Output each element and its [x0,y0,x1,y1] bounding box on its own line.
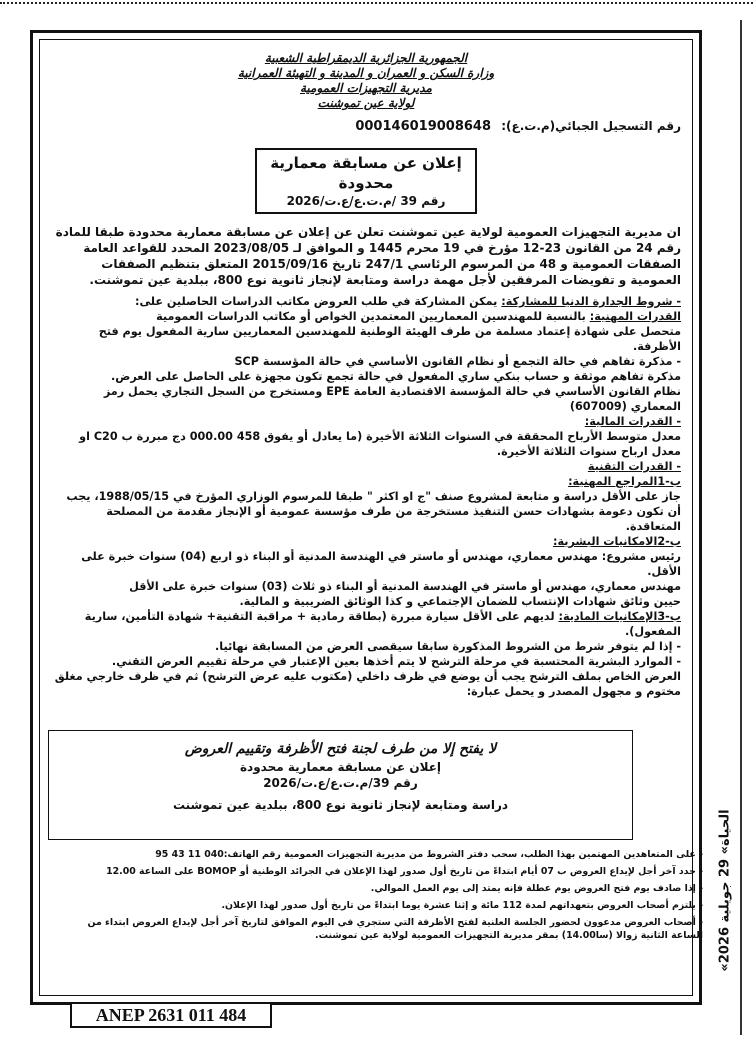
condition-item [51,654,681,669]
tax-registration [51,119,681,134]
condition-item [51,609,681,639]
announcement-body [51,51,681,699]
condition-item [51,639,681,654]
envelope-line-1: لا يفتح إلا من طرف لجنة فتح الأظرفة وتقييم العروض [184,741,497,757]
condition-item [51,309,681,324]
condition-item [51,594,681,609]
condition-heading: - القدرات المالية: [584,415,681,428]
condition-text: جاز على الأقل دراسة و متابعة لمشروع صنف "ج او اكثر " طبقا للمرسوم الوزاري المؤرخ في 1988/05/15، يجب أن تكون دعومة بشهادات حسن التنفيذ مستخرجة من طرف مؤسسة عمومية أو الإنجاز مقدمة من المصلحة المتعاقدة. [66,490,681,533]
intro-paragraph: ان مديرية التجهيزات العمومية لولاية عين تموشنت تعلن عن إعلان عن مسابقة معمارية محدودة طبقا للمادة رقم 24 من القانون 23-12 مؤرخ في 19 محرم 1445 و الموافق لـ 2023/08/05 المحدد للقواعد العامة الصفقات العمومية و 48 من المرسوم الرئاسي 247/1 تاريخ 2015/09/16 المتعلق بتنظيم الصفقات العمومية و تفويضات المرفقين لأجل مهمة دراسة ومتابعة لإنجاز ثانوية نوع 800، ببلدية عين تموشنت. [55,225,681,287]
announcement-ref: رقم 39 /م.ت.ع/ع.ت/2026 [286,194,446,208]
header-ministry: وزارة السكن و العمران و المدينة و التهيئة العمرانية [237,66,495,80]
condition-heading: القدرات المهنية: [589,310,681,323]
condition-item [51,384,681,414]
newspaper-side-label: «الحياة» 29 جويلية 2026 [717,808,733,972]
registration-number: 000146019008648 [355,119,492,134]
condition-heading: ب-1المراجع المهنية: [568,475,681,488]
condition-text: - مذكرة تفاهم في حالة التجمع أو نظام القانون الأساسي في حالة المؤسسة SCP [234,355,681,368]
condition-item [51,429,681,459]
envelope-line-3: رقم 39/م.ت.ع/ع.ت/2026 [263,776,418,790]
condition-heading: ب-2الامكانيات البشرية: [553,535,681,548]
anep-code: ANEP 2631 011 484 [70,1002,272,1028]
envelope-line-4: دراسة ومتابعة لإنجاز ثانوية نوع 800، ببلدية عين تموشنت [172,798,509,812]
condition-item [51,474,681,489]
condition-item [51,324,681,354]
note-item: - يلتزم أصحاب العروض بتعهداتهم لمدة 112 مائة و إثنا عشرة يوما ابتداءً من تاريخ أول صدور لهذا الإعلان. [55,899,703,912]
condition-item [51,549,681,579]
condition-text: - الموارد البشرية المحتسبة في مرحلة الترشح لا يتم أخذها بعين الإعتبار في مرحلة تقييم العرض التقني. [111,655,681,668]
column-divider [740,20,742,1035]
condition-text: بالنسبة للمهندسين المعماريين المعتمدين الخواص أو مكاتب الدراسات العمومية [156,310,590,323]
condition-item [51,669,681,699]
condition-heading: - القدرات التقنية [587,460,681,473]
note-item: - إذا صادف يوم فتح العروض يوم عطلة فإنه يمتد إلى يوم العمل الموالي. [55,882,703,895]
official-header [51,51,681,111]
announcement-title: إعلان عن مسابقة معمارية محدودة [270,154,462,192]
condition-item [51,369,681,384]
registration-label: رقم التسجيل الجبائي(م.ت.ع): [501,119,681,133]
note-item: - حدد آخر أجل لإيداع العروض ب 07 أيام ابتداءً من تاريخ أول صدور لهذا الإعلان في الجرائد الوطنية أو BOMOP على الساعة 12.00 [55,865,703,878]
note-item: - أصحاب العروض مدعوون لحضور الجلسة العلنية لفتح الأظرفة التي ستجري في اليوم الموافق لتاريخ آخر أجل لإيداع العروض ابتداء من الساعة الثانية زوالا (سا14.00) بمقر مديرية التجهيزات العمومية لولاية عين تموشنت. [55,916,703,942]
condition-text: متحصل على شهادة إعتماد مسلمة من طرف الهيئة الوطنية للمهندسين المعماريين سارية المفعول يوم فتح الأظرفة. [98,325,681,353]
condition-item [51,459,681,474]
condition-text: يمكن المشاركة في طلب العروض مكاتب الدراسات الحاصلين على: [134,295,502,308]
condition-item [51,489,681,534]
condition-text: حيين وثائق شهادات الإنتساب للضمان الإجتماعي و كذا الوثائق الضريبية و المالية. [239,595,681,608]
condition-item [51,534,681,549]
note-item: - على المتعاهدين المهتمين بهذا الطلب، سحب دفتر الشروط من مديرية التجهيزات العمومية رقم الهاتف:040 11 43 95 [55,848,703,861]
condition-item [51,414,681,429]
condition-text: رئيس مشروع: مهندس معماري، مهندس أو ماستر في الهندسة المدنية أو البناء ذو اربع (04) سنوات خبرة على الأقل. [81,550,681,578]
condition-text: معدل متوسط الأرباح المحققة في السنوات الثلاثة الأخيرة (ما يعادل أو يفوق 458 000.00 دج مبررة ب C20 او معدل ارباح سنوات الثلاثة الأخيرة. [79,430,681,458]
condition-heading: ب-3الإمكانيات المادية: [558,610,681,623]
title-box [255,148,477,214]
condition-text: لديهم على الأقل سيارة مبررة (بطاقة رمادية + مراقبة التقنية+ شهادة التأمين، سارية المفعول). [84,610,681,638]
condition-text: مهندس معماري، مهندس أو ماستر في الهندسة المدنية أو البناء ذو ثلاث (03) سنوات خبرة على الأقل [129,580,681,593]
header-wilaya: لولاية عين تموشنت [317,96,415,110]
condition-text: نظام القانون الأساسي في حالة المؤسسة الاقتصادية العامة EPE ومستخرج من السجل التجاري يحمل رمز المعماري (607009) [103,385,681,413]
condition-text: مذكرة تفاهم موثقة و حساب بنكي ساري المفعول في حالة تجمع تكون مجهزة على الحاصل على العرض. [111,370,681,383]
condition-text: - إذا لم يتوفر شرط من الشروط المذكورة سابقا سيقصى العرض من المسابقة نهائيا. [215,640,681,653]
top-dotted-border [0,2,753,10]
condition-heading: - شروط الجدارة الدنيا للمشاركة: [501,295,681,308]
condition-item [51,294,681,309]
header-republic: الجمهورية الجزائرية الديمقراطية الشعبية [264,51,468,65]
condition-item [51,354,681,369]
envelope-line-2: إعلان عن مسابقة معمارية محدودة [239,760,442,774]
header-directorate: مديرية التجهيزات العمومية [300,81,432,95]
condition-text: العرض الخاص بملف الترشح يجب أن يوضع في ظرف داخلي (مكتوب عليه عرض الترشح) ثم في ظرف خارجي مغلق مختوم و مجهول المصدر و يحمل عبارة: [54,670,681,698]
notes-list [55,848,703,946]
envelope-label-box [48,730,633,840]
condition-item [51,579,681,594]
conditions-list [51,294,681,699]
